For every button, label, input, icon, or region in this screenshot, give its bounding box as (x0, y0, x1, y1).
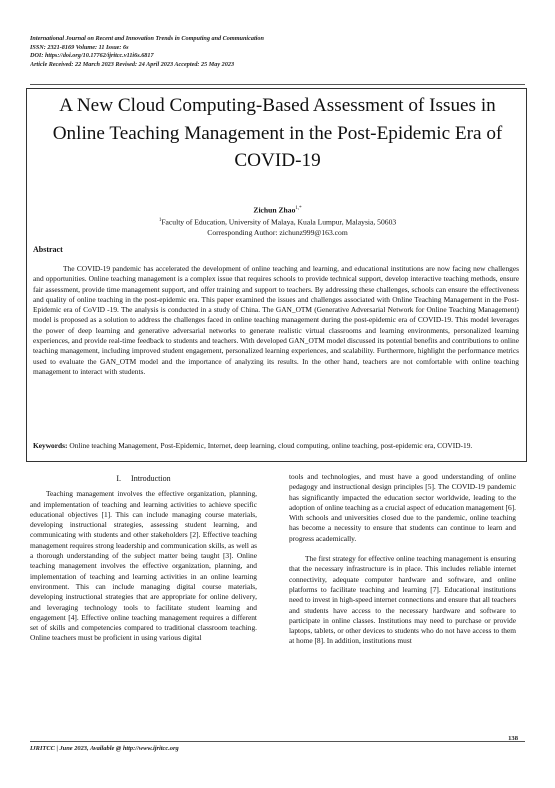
header-rule (30, 84, 525, 85)
author-affiliation: Faculty of Education, University of Malaya, Kuala Lumpur, Malaysia, 50603 (161, 217, 397, 227)
intro-paragraph-2: The first strategy for effective online teaching management is ensuring that the necessary infrastructure is in place. This includes reliable internet connectivity, adequate computer hardware and software, and online platforms to facilitate teaching and learning [7]. Educational institutions need to invest in high-speed internet connections and ensure that all teachers and students have access to the necessary hardware and software to participate in online classes. Institutions may need to purchase or provide laptops, tablets, or other devices to students who do not have access to them at home [8]. In addition, institutions must (289, 554, 516, 646)
keywords-text: Online teaching Management, Post-Epidemic, Internet, deep learning, cloud computing, online teaching, post-epidemic era, COVID-19. (69, 441, 473, 450)
journal-issn: ISSN: 2321-8169 Volume: 11 Issue: 6s (30, 43, 129, 51)
journal-header (30, 35, 525, 69)
intro-paragraph-1: Teaching management involves the effective organization, planning, and implementation of teaching and learning activities to achieve specific educational objectives [1]. This can include managing course materials, developing instructional strategies, assessing student learning, and communicating with students and other stakeholders [2]. Effective teaching management requires strong leadership and communication skills, as well as a thorough understanding of the subject matter being taught [3]. Online teaching management involves the effective organization, planning, and implementation of teaching and learning activities in an online learning environment. This can include managing digital course materials, developing instructional strategies that are appropriate for online delivery, and leveraging technology tools to facilitate student learning and engagement [4]. Effective online teaching management requires a different set of skills and competencies compared to traditional classroom teaching. Online teachers must be proficient in using various digital (30, 489, 257, 643)
left-column (30, 474, 257, 644)
right-column (289, 472, 516, 647)
footer-rule (30, 741, 525, 742)
corresponding-author: Corresponding Author: zichunz999@163.com (207, 227, 348, 237)
page-number: 138 (508, 735, 518, 742)
keywords (33, 441, 519, 451)
journal-name: International Journal on Recent and Innovation Trends in Computing and Communication (30, 35, 264, 42)
author-block (30, 204, 525, 238)
author-name: Zichun Zhao (253, 205, 296, 215)
paper-title: A New Cloud Computing-Based Assessment of Issues in Online Teaching Management in the Post-Epidemic Era of COVID-19 (52, 95, 503, 171)
intro-paragraph-1-continued: tools and technologies, and must have a good understanding of online pedagogy and instructional design principles [5]. The COVID-19 pandemic has significantly impacted the education sector worldwide, leading to the adoption of online teaching as a crucial aspect of education management [6]. With schools and universities closed due to the pandemic, online teaching has become a necessity to ensure that students can continue to learn and progress academically. (289, 472, 516, 543)
abstract-text: The COVID-19 pandemic has accelerated the development of online teaching and learning, and educational institutions are now facing new challenges and opportunities. Online teaching management is a complex issue that requires schools to provide technical support, develop interactive teaching methods, ensure fair assessment, provide time management support, and offer training and support to teachers. By addressing these challenges, schools can ensure the effectiveness and quality of online teaching in the post-epidemic era. This paper examined the issues and challenges associated with Online Teaching Management in the Post-Epidemic era of CoVID -19. The analysis is conducted in a study of China. The GAN_OTM (Generative Adversarial Network for Online Teaching Management) model is proposed as a solution to address the challenges faced in online teaching management during the post-epidemic era of COVID-19. This model leverages the power of deep learning and generative adversarial networks to generate realistic virtual classrooms and learning environments, personalized learning experiences, and provide real-time feedback to students and teachers. With developed GAN_OTM model discussed its potential benefits and contributions to online teaching management, including improved student engagement, personalized learning experiences, and scalability. Furthermore, highlight the performance metrics used to evaluate the GAN_OTM model and the importance of analyzing its results. In the other hand, teachers are not comfortable with online teaching management to interact with students. (33, 264, 519, 376)
journal-doi: DOI: https://doi.org/10.17762/ijritcc.v11i6s.6817 (30, 52, 154, 60)
footer-text: IJRITCC | June 2023, Available @ http://www.ijritcc.org (30, 745, 179, 752)
article-dates: Article Received: 22 March 2023 Revised: 24 April 2023 Accepted: 25 May 2023 (30, 60, 235, 68)
section-title-introduction: I. Introduction (116, 474, 171, 483)
author-sup: 1,* (295, 206, 302, 211)
abstract-heading: Abstract (33, 245, 63, 254)
keywords-label: Keywords: (33, 441, 68, 450)
affiliation-sup: 1 (158, 217, 162, 223)
